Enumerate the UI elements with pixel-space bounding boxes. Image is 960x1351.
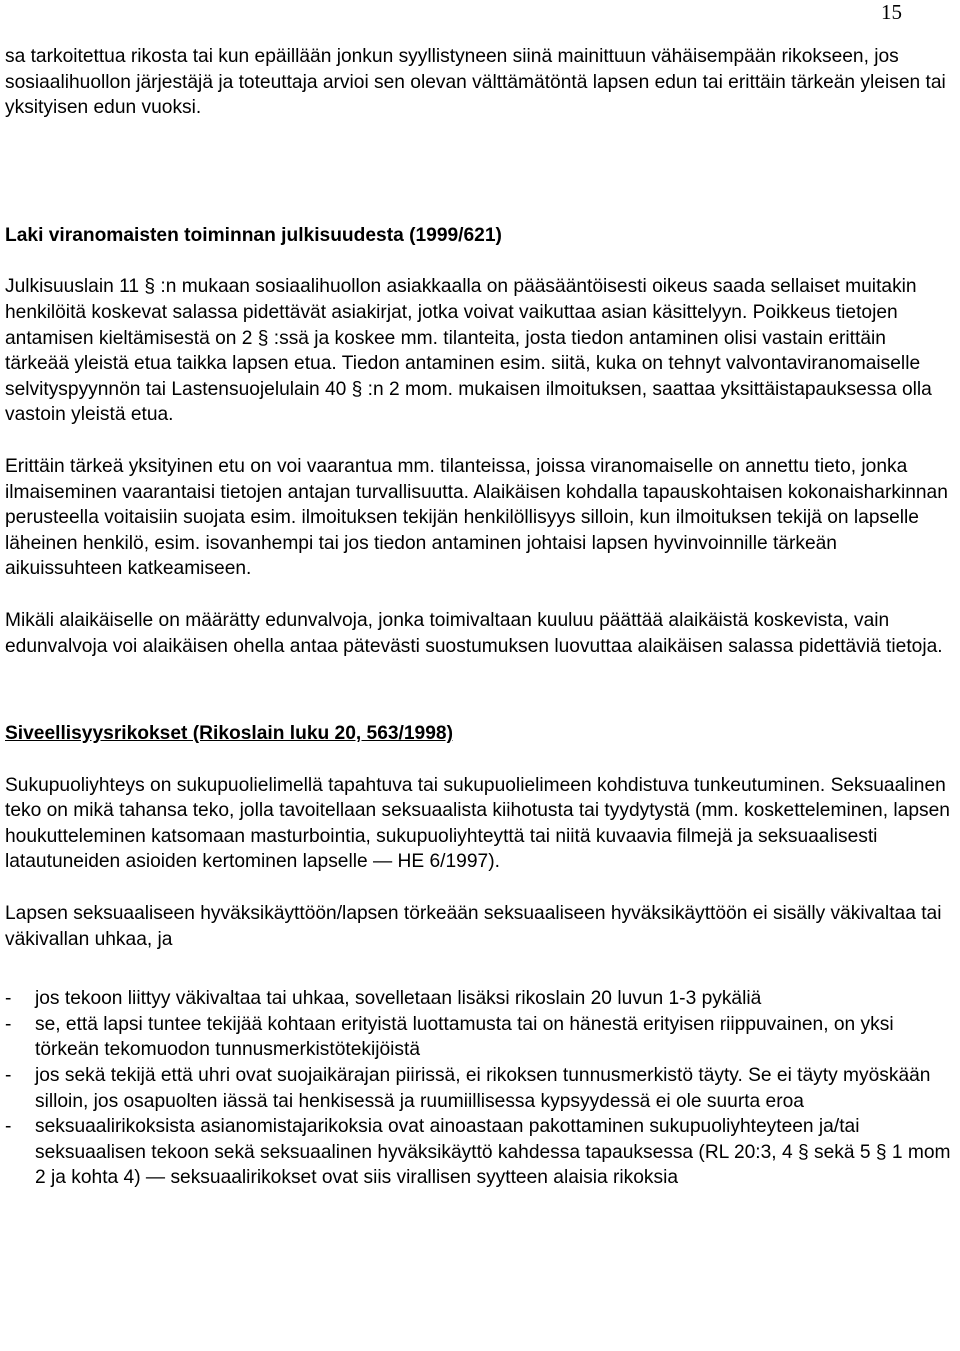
list-item: [5, 1063, 955, 1114]
dash-marker: -: [5, 1116, 12, 1138]
list-item: [5, 986, 955, 1012]
intro-paragraph: sa tarkoitettua rikosta tai kun epäillään jonkun syyllistyneen siinä mainittuun vähäisempään rikokseen, jos sosiaalihuollon järjestäjä ja toteuttaja arvioi sen olevan välttämätöntä lapsen edun tai erittäin tärkeän yleisen tai yksityisen edun vuoksi.: [5, 46, 946, 119]
paragraph-julkisuuslain-11: Julkisuuslain 11 § :n mukaan sosiaalihuollon asiakkaalla on pääsääntöisesti oikeus saada sellaiset muitakin henkilöitä koskevat salassa pidettävät asiakirjat, jotka voivat vaikuttaa asian käsittelyyn. Poikkeus tietojen antamisen kieltämisestä on 2 § :ssä ja koskee mm. tilanteita, josta tiedon antaminen olisi vastain erittäin tärkeää yleistä etua taikka lapsen etua. Tiedon antaminen esim. siitä, kuka on tehnyt valvontaviranomaiselle selvityspyynnön tai Lastensuojelulain 40 § :n 2 mom. mukaisen ilmoituksen, saattaa yksittäistapauksessa olla vastoin yleistä etua.: [5, 276, 932, 426]
page-number: 15: [881, 0, 902, 24]
dash-marker: -: [5, 988, 12, 1010]
dash-marker: -: [5, 1013, 12, 1035]
dash-marker: -: [5, 1065, 12, 1087]
list-item-text: jos sekä tekijä että uhri ovat suojaikärajan piirissä, ei rikoksen tunnusmerkistö täyty. Se ei täyty myöskään silloin, jos osapuolten iässä tai henkisessä ja ruumiillisessa kypsyydessä ei ole suurta eroa: [35, 1065, 931, 1112]
list-item-text: jos tekoon liittyy väkivaltaa tai uhkaa, sovelletaan lisäksi rikoslain 20 luvun 1-3 pykäliä: [35, 988, 762, 1010]
paragraph-hyvaksikaytto: Lapsen seksuaaliseen hyväksikäyttöön/lapsen törkeään seksuaaliseen hyväksikäyttöön ei sisälly väkivaltaa tai väkivallan uhkaa, ja: [5, 903, 942, 950]
paragraph-edunvalvoja: Mikäli alaikäiselle on määrätty edunvalvoja, jonka toimivaltaan kuuluu päättää alaikäistä koskevista, vain edunvalvoja voi alaikäisen ohella antaa pätevästi suostumuksen luovuttaa alaikäisen salassa pidettäviä tietoja.: [5, 609, 943, 657]
paragraph-yksityinen-etu: Erittäin tärkeä yksityinen etu on voi vaarantua mm. tilanteissa, joissa viranomaiselle on annettu tieto, jonka ilmaiseminen vaarantaisi tietojen antajan turvallisuutta. Alaikäisen kohdalla tapauskohtaisen kokonaisharkinnan perusteella voitaisiin suojata esim. ilmoituksen tekijän henkilöllisyys silloin, kun ilmoituksen tekijä on lapselle läheinen henkilö, esim. isovanhempi tai jos tiedon antaminen johtaisi lapsen hyvinvoinnille tärkeän aikuissuhteen katkeamiseen.: [5, 455, 948, 580]
list-item-text: se, että lapsi tuntee tekijää kohtaan erityistä luottamusta tai on hänestä erityisen riippuvainen, on yksi törkeän tekomuodon tunnusmerkistötekijöistä: [35, 1013, 894, 1061]
document-body: [5, 44, 955, 1191]
paragraph-sukupuoliyhteys: Sukupuoliyhteys on sukupuolielimellä tapahtuva tai sukupuolielimeen kohdistuva tunkeutuminen. Seksuaalinen teko on mikä tahansa teko, jolla tavoitellaan seksuaalista kiihotusta tai tyydytystä (mm. koskettelеminen, lapsen houkutteleminen katsomaan masturbointia, sukupuoliyhteyttä tai niitä kuvaavia filmejä ja seksuaalisesti latautuneiden asioiden kertominen lapselle — HE 6/1997).: [5, 774, 950, 873]
list-item-text: seksuaalirikoksista asianomistajarikoksia ovat ainoastaan pakottaminen sukupuoliyhteyteen ja/tai seksuaalisen tekoon sekä seksuaalinen hyväksikäyttö kahdessa tapauksessa (RL 20:3, 4 § sekä 5 § 1 mom 2 ja kohta 4) — seksuaalirikokset ovat siis virallisen syytteen alaisia rikoksia: [35, 1116, 951, 1189]
section-heading-julkisuuslaki: Laki viranomaisten toiminnan julkisuudesta (1999/621): [5, 224, 502, 246]
list-item: [5, 1012, 955, 1063]
dash-list: [5, 986, 955, 1191]
section-heading-siveellisyysrikokset: Siveellisyysrikokset (Rikoslain luku 20, 563/1998): [5, 723, 453, 745]
list-item: [5, 1114, 955, 1191]
